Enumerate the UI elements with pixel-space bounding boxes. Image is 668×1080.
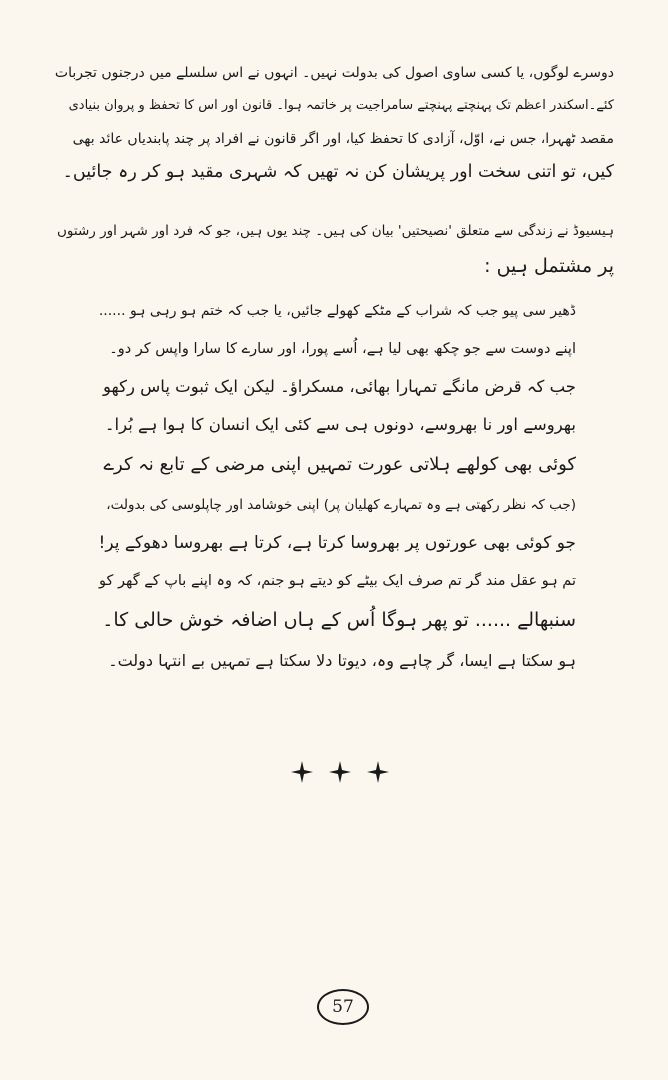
verse-line: کوئی بھی کولھے ہلاتی عورت تمہیں اپنی مرضی کے تابع نہ کرے	[103, 454, 576, 475]
text-line: پر مشتمل ہیں :	[484, 255, 614, 277]
verse-line: (جب کہ نظر رکھتی ہے وہ تمہارے کھلیان پر) اپنی خوشامد اور چاپلوسی کی بدولت،	[106, 497, 576, 513]
text-line: کیں، تو اتنی سخت اور پریشان کن نہ تھیں کہ شہری مقید ہو کر رہ جائیں۔	[62, 162, 614, 182]
verse-line: جو کوئی بھی عورتوں پر بھروسا کرتا ہے، کرتا ہے بھروسا دھوکے پر!	[98, 533, 576, 553]
section-divider-ornament	[290, 758, 390, 786]
verse-line: بھروسے اور نا بھروسے، دونوں ہی سے کئی ایک انسان کا ہوا ہے بُرا۔	[104, 415, 576, 434]
verse-line: اپنے دوست سے جو چکھ بھی لیا ہے، اُسے پورا، اور سارے کا سارا واپس کر دو۔	[109, 341, 576, 357]
four-point-star-icon	[290, 760, 314, 784]
verse-line: جب کہ قرض مانگے تمہارا بھائی، مسکراؤ۔ لیکن ایک ثبوت پاس رکھو	[102, 377, 576, 396]
text-line: مقصد ٹھہرا، جس نے، اوّل، آزادی کا تحفظ کیا، اور اگر قانون نے افراد پر چند پابندیاں عائد بھی	[72, 131, 614, 147]
verse-line: ہو سکتا ہے ایسا، گر چاہے وہ، دیوتا دلا سکتا ہے تمہیں بے انتہا دولت۔	[108, 651, 576, 670]
text-line: ہیسیوڈ نے زندگی سے متعلق 'نصیحتیں' بیان کی ہیں۔ چند یوں ہیں، جو کہ فرد اور شہر اور رشتوں	[57, 223, 614, 239]
four-point-star-icon	[328, 760, 352, 784]
text-line: دوسرے لوگوں، یا کسی ساوی اصول کی بدولت نہیں۔ انہوں نے اس سلسلے میں درجنوں تجربات	[54, 65, 614, 81]
page-number: 57	[317, 989, 369, 1025]
verse-line: ڈھیر سی پیو جب کہ شراب کے مٹکے کھولے جائیں، یا جب کہ ختم ہو رہی ہو ......	[98, 303, 576, 319]
four-point-star-icon	[366, 760, 390, 784]
verse-line: سنبھالے ...... تو پھر ہوگا اُس کے ہاں اضافہ خوش حالی کا۔	[102, 609, 576, 631]
verse-line: تم ہو عقل مند گر تم صرف ایک بیٹے کو دیتے ہو جنم، کہ وہ اپنے باپ کے گھر کو	[99, 573, 576, 589]
text-line: کئے۔اسکندر اعظم تک پہنچتے پہنچتے سامراجیت پر خاتمہ ہوا۔ قانون اور اس کا تحفظ و پروان بنیادی	[68, 98, 614, 113]
